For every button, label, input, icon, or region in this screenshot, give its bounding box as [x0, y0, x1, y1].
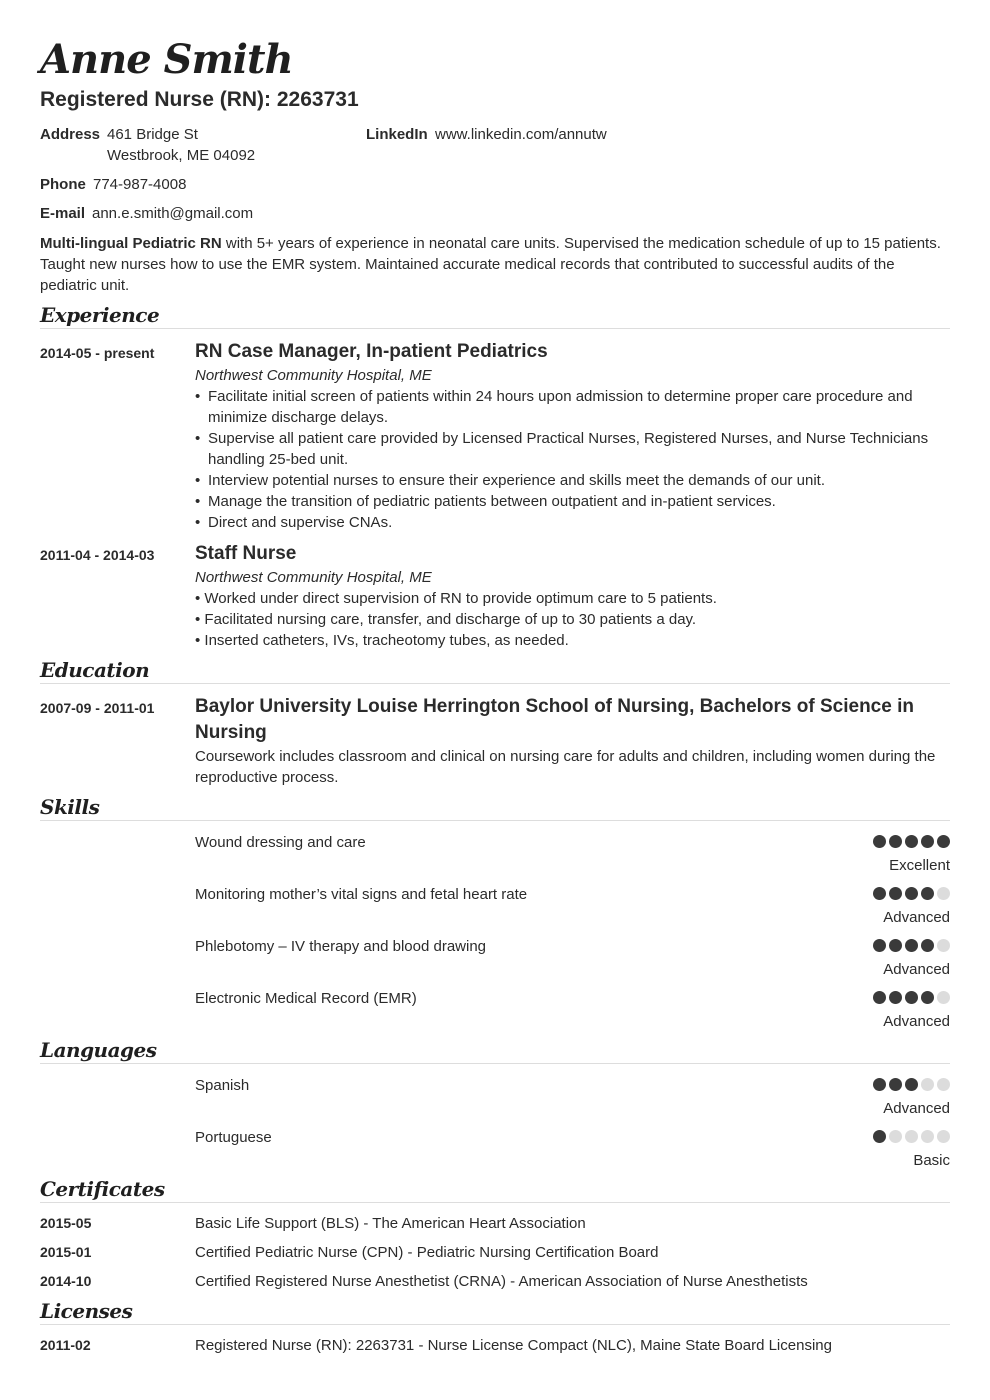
rating-dot-filled: [889, 835, 902, 848]
employer: Northwest Community Hospital, ME: [195, 367, 432, 384]
rating-dot-empty: [921, 1130, 934, 1143]
list-item: • Facilitate initial screen of patients within 24 hours upon admission to determine proper care procedure and minimize discharge delays.: [195, 386, 950, 428]
list-item: • Direct and supervise CNAs.: [195, 512, 950, 533]
email-link[interactable]: ann.e.smith@gmail.com: [92, 205, 254, 222]
rating-dot-filled: [921, 939, 934, 952]
duty-line: • Inserted catheters, IVs, tracheotomy tubes, as needed.: [195, 632, 569, 649]
language-rating-dots: [873, 1078, 950, 1092]
rating-dot-filled: [873, 835, 886, 848]
rating-dot-empty: [937, 887, 950, 900]
rating-dot-empty: [921, 1078, 934, 1091]
rating-dot-empty: [889, 1130, 902, 1143]
rating-dot-filled: [921, 887, 934, 900]
degree-title: Baylor University Louise Herrington School of Nursing, Bachelors of Science in Nursing: [195, 696, 914, 743]
rating-dot-filled: [921, 991, 934, 1004]
experience-entry-1: [195, 339, 950, 533]
skills-heading: Skills: [40, 795, 950, 821]
summary-text: with 5+ years of experience in neonatal care units. Supervised the medication schedule of up to 15 patients. Taught new nurses how to use the EMR system. Maintained accurate medical records that contributed to successful audits of the pediatric unit.: [40, 235, 941, 294]
certificates-heading: Certificates: [40, 1177, 950, 1203]
skill-level: Excellent: [889, 857, 950, 874]
list-item: • Manage the transition of pediatric patients between outpatient and in-patient services.: [195, 491, 950, 512]
license-date: 2011-02: [40, 1337, 91, 1353]
rating-dot-empty: [937, 991, 950, 1004]
job-title: Staff Nurse: [195, 543, 297, 564]
rating-dot-filled: [873, 1078, 886, 1091]
language-name: Spanish: [195, 1077, 250, 1094]
linkedin-link[interactable]: www.linkedin.com/annutw: [435, 126, 607, 143]
rating-dot-filled: [905, 991, 918, 1004]
rating-dot-filled: [889, 887, 902, 900]
skill-name: Electronic Medical Record (EMR): [195, 990, 417, 1007]
skill-name: Phlebotomy – IV therapy and blood drawing: [195, 938, 487, 955]
rating-dot-filled: [873, 1130, 886, 1143]
employer: Northwest Community Hospital, ME: [195, 569, 432, 586]
duty-line: • Worked under direct supervision of RN to provide optimum care to 5 patients.: [195, 590, 717, 607]
licenses-heading: Licenses: [40, 1299, 950, 1325]
rating-dot-filled: [873, 887, 886, 900]
education-entry-1: [195, 694, 950, 788]
education-heading: Education: [40, 658, 950, 684]
degree-description: Coursework includes classroom and clinical on nursing care for adults and children, including women during the reproductive process.: [195, 748, 936, 786]
skill-level: Advanced: [883, 909, 950, 926]
phone-value: 774-987-4008: [93, 176, 187, 193]
rating-dot-filled: [905, 887, 918, 900]
certificate-date: 2015-05: [40, 1215, 92, 1231]
job-title: RN Case Manager, In-patient Pediatrics: [195, 341, 548, 362]
language-level: Basic: [913, 1152, 950, 1169]
skill-name: Monitoring mother’s vital signs and fetal heart rate: [195, 886, 528, 903]
rating-dot-filled: [905, 939, 918, 952]
experience-entry-2: [195, 541, 950, 651]
email-label: E-mail: [40, 205, 86, 222]
rating-dot-empty: [905, 1130, 918, 1143]
certificate-date: 2015-01: [40, 1244, 92, 1260]
rating-dot-empty: [937, 1078, 950, 1091]
rating-dot-filled: [873, 991, 886, 1004]
linkedin-label: LinkedIn: [366, 126, 428, 143]
skill-level: Advanced: [883, 961, 950, 978]
list-item: • Interview potential nurses to ensure their experience and skills meet the demands of our unit.: [195, 470, 950, 491]
language-level: Advanced: [883, 1100, 950, 1117]
skill-rating-dots: [873, 835, 950, 849]
list-item: • Supervise all patient care provided by Licensed Practical Nurses, Registered Nurses, and Nurse Technicians handling 25-bed unit.: [195, 428, 950, 470]
skill-rating-dots: [873, 991, 950, 1005]
skill-rating-dots: [873, 939, 950, 953]
address-line-1: 461 Bridge St: [107, 126, 198, 143]
professional-summary: [40, 233, 950, 296]
license-text: Registered Nurse (RN): 2263731 - Nurse License Compact (NLC), Maine State Board Licensing: [195, 1337, 832, 1354]
candidate-subtitle: Registered Nurse (RN): 2263731: [40, 88, 359, 111]
job-duties: [195, 386, 950, 533]
experience-date-2: 2011-04 - 2014-03: [40, 547, 155, 563]
skill-name: Wound dressing and care: [195, 834, 366, 851]
rating-dot-filled: [937, 835, 950, 848]
education-date-1: 2007-09 - 2011-01: [40, 700, 155, 716]
phone-label: Phone: [40, 176, 86, 193]
experience-date-1: 2014-05 - present: [40, 345, 155, 361]
rating-dot-filled: [921, 835, 934, 848]
languages-heading: Languages: [40, 1038, 950, 1064]
language-name: Portuguese: [195, 1129, 272, 1146]
skill-rating-dots: [873, 887, 950, 901]
rating-dot-empty: [937, 1130, 950, 1143]
rating-dot-filled: [889, 939, 902, 952]
rating-dot-filled: [905, 1078, 918, 1091]
language-rating-dots: [873, 1130, 950, 1144]
certificate-text: Certified Registered Nurse Anesthetist (CRNA) - American Association of Nurse Anesthetists: [195, 1273, 808, 1290]
address-label: Address: [40, 126, 101, 143]
certificate-text: Basic Life Support (BLS) - The American Heart Association: [195, 1215, 586, 1232]
address-line-2: Westbrook, ME 04092: [107, 147, 256, 164]
certificate-date: 2014-10: [40, 1273, 92, 1289]
duty-line: • Facilitated nursing care, transfer, and discharge of up to 30 patients a day.: [195, 611, 697, 628]
experience-heading: Experience: [40, 303, 950, 329]
rating-dot-filled: [905, 835, 918, 848]
candidate-name: Anne Smith: [40, 36, 293, 83]
rating-dot-filled: [889, 1078, 902, 1091]
summary-lead: Multi-lingual Pediatric RN: [40, 235, 222, 252]
skill-level: Advanced: [883, 1013, 950, 1030]
rating-dot-empty: [937, 939, 950, 952]
certificate-text: Certified Pediatric Nurse (CPN) - Pediatric Nursing Certification Board: [195, 1244, 659, 1261]
rating-dot-filled: [889, 991, 902, 1004]
rating-dot-filled: [873, 939, 886, 952]
